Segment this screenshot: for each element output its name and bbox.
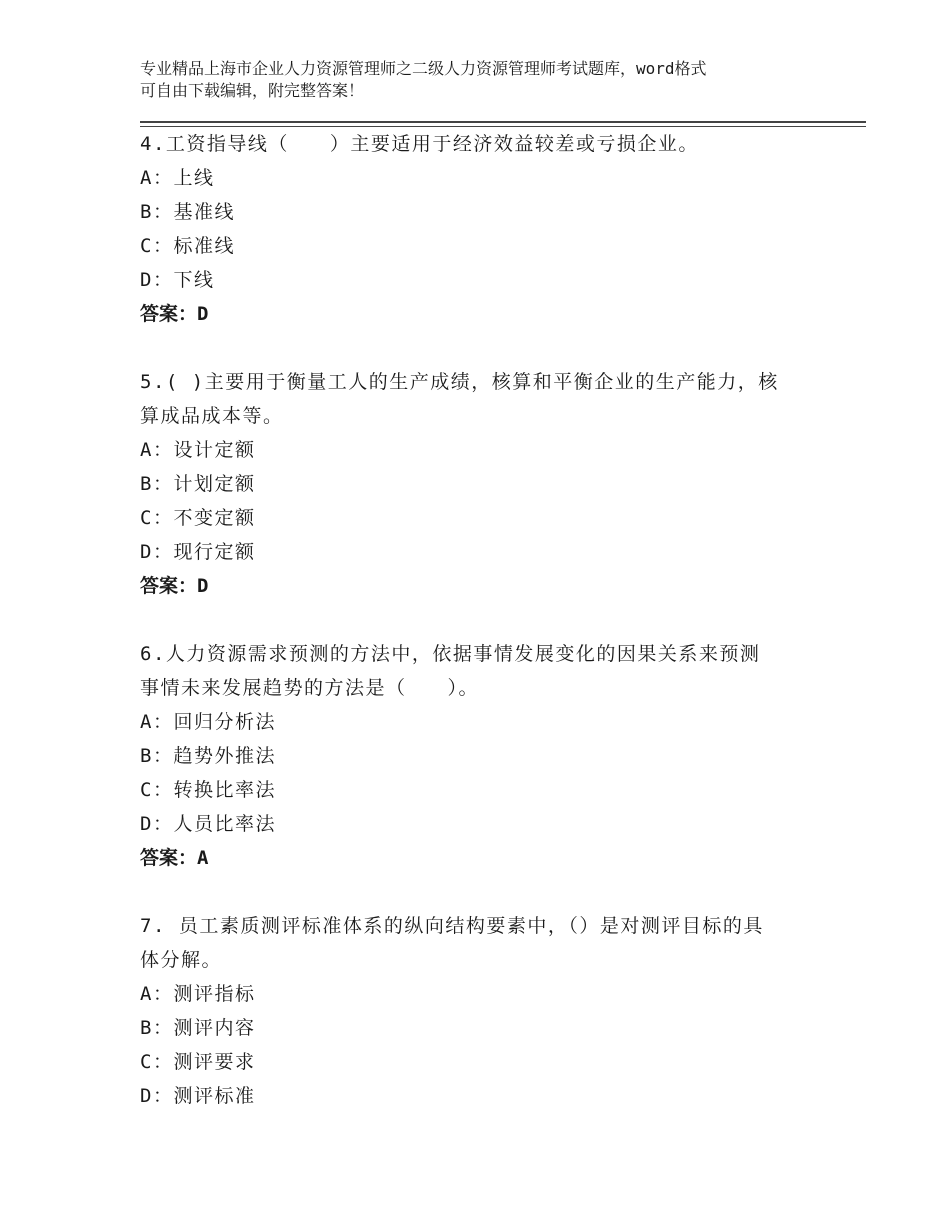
spacer (140, 875, 810, 909)
question-stem (140, 127, 810, 161)
option-a: A：设计定额 (140, 439, 256, 461)
option-a: A：回归分析法 (140, 711, 276, 733)
document-header (140, 58, 820, 102)
stem-line: 6.人力资源需求预测的方法中，依据事情发展变化的因果关系来预测 (140, 643, 761, 665)
header-line-1: 专业精品上海市企业人力资源管理师之二级人力资源管理师考试题库，word格式 (140, 59, 707, 78)
stem-line: 体分解。 (140, 949, 223, 971)
option-b: B：基准线 (140, 201, 235, 223)
stem-line: 事情未来发展趋势的方法是（ ）。 (140, 677, 480, 699)
spacer (140, 603, 810, 637)
option-b: B：测评内容 (140, 1017, 256, 1039)
spacer (140, 331, 810, 365)
stem-line: 5.( )主要用于衡量工人的生产成绩，核算和平衡企业的生产能力，核 (140, 371, 779, 393)
answer-line: 答案：A (140, 847, 209, 869)
option-b: B：计划定额 (140, 473, 256, 495)
option-d: D：下线 (140, 269, 215, 291)
header-divider-thick (140, 121, 866, 123)
option-d: D：测评标准 (140, 1085, 256, 1107)
option-d: D：现行定额 (140, 541, 256, 563)
question-7 (140, 909, 810, 1113)
option-c: C：测评要求 (140, 1051, 256, 1073)
question-stem (140, 365, 810, 433)
option-a: A：上线 (140, 167, 215, 189)
question-4 (140, 127, 810, 331)
question-5 (140, 365, 810, 603)
stem-line: 算成品成本等。 (140, 405, 284, 427)
option-d: D：人员比率法 (140, 813, 276, 835)
option-a: A：测评指标 (140, 983, 256, 1005)
option-c: C：不变定额 (140, 507, 256, 529)
stem-line: 4.工资指导线（ ）主要适用于经济效益较差或亏损企业。 (140, 133, 699, 155)
question-6 (140, 637, 810, 875)
option-c: C：转换比率法 (140, 779, 276, 801)
option-b: B：趋势外推法 (140, 745, 276, 767)
answer-line: 答案：D (140, 303, 209, 325)
header-line-2: 可自由下载编辑，附完整答案！ (140, 81, 365, 100)
stem-line: 7. 员工素质测评标准体系的纵向结构要素中，（）是对测评目标的具 (140, 915, 764, 937)
option-c: C：标准线 (140, 235, 235, 257)
answer-line: 答案：D (140, 575, 209, 597)
question-stem (140, 909, 810, 977)
question-list (140, 127, 810, 1113)
question-stem (140, 637, 810, 705)
